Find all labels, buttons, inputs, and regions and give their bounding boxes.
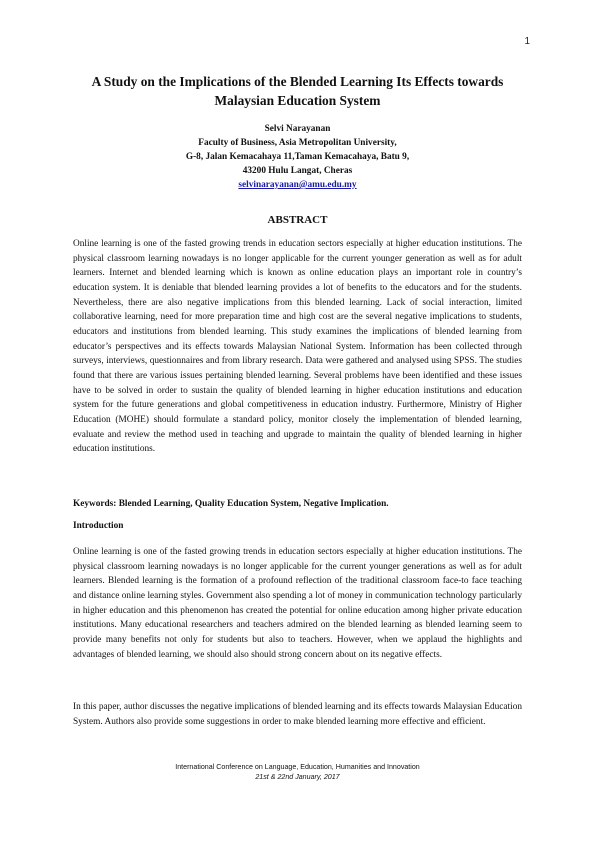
author-address-line-1: G-8, Jalan Kemacahaya 11,Taman Kemacahaya, Batu 9, [185, 152, 410, 162]
introduction-paragraph-2: In this paper, author discusses the negative implications of blended learning and its effects towards Malaysian Education System. Authors also provide some suggestions in order to make blended learning more effective and efficient. [73, 702, 522, 727]
author-email-link[interactable]: selvinarayanan@amu.edu.my [238, 180, 357, 190]
page-number: 1 [524, 36, 530, 47]
abstract-heading: ABSTRACT [267, 214, 328, 226]
author-name: Selvi Narayanan [264, 124, 331, 134]
footer-conference-dates: 21st & 22nd January, 2017 [255, 773, 340, 781]
introduction-paragraph-1: Online learning is one of the fasted growing trends in education sectors especially at higher education institutions. The physical classroom learning nowadays is no longer applicable for the current younger generations as well as for adult learners. Blended learning is the formation of a profound reflection of the traditional classroom face-to face teaching and distance online learning styles. Government also spending a lot of money in communication technology particularly in higher education and this phenomenon has created the potential for online education among higher private education institutions. Many educational researchers and teachers admired on the blended learning as blended learning seem to provide many benefits not only for students but also to teachers. However, when we applaud the highlights and advantages of blended learning, we should also should strong concern about on its negative effects. [73, 547, 522, 660]
author-address-line-2: 43200 Hulu Langat, Cheras [242, 166, 353, 176]
keywords: Keywords: Blended Learning, Quality Education System, Negative Implication. [73, 499, 389, 509]
conference-footer [70, 762, 525, 782]
paper-title: A Study on the Implications of the Blended Learning Its Effects towards Malaysian Education System [91, 74, 504, 108]
author-block [70, 122, 525, 192]
author-affiliation: Faculty of Business, Asia Metropolitan University, [198, 138, 397, 148]
abstract-paragraph: Online learning is one of the fasted growing trends in education sectors especially at higher education institutions. The physical classroom learning nowadays is no longer applicable for the current younger generation as well as for adult learners. Internet and blended learning which is known as online education plays an important role in country’s education system. It is deniable that blended learning provides a lot of benefits to the educators and for the students. Nevertheless, there are also negative implications from this blended learning. Lack of social interaction, limited collaborative learning, need for more preparation time and high cost are the several negative implications to students, educators and institutions from blended learning. This study examines the implications of blended learning from educator’s perspectives and its effects towards Malaysian National System. Information has been collected through surveys, interviews, questionnaires and from library research. Data were gathered and analysed using SPSS. The studies found that there are various issues pertaining blended learning. Several problems have been identified and these issues have to be solved in order to sustain the quality of blended learning in higher education institutions and education system for the future generations and global competitiveness in education industry. Furthermore, Ministry of Higher Education (MOHE) should formulate a standard policy, monitor closely the implementation of blended learning, evaluate and review the method used in teaching and upgrade to maintain the quality of blended learning in higher education institutions. [73, 239, 522, 455]
introduction-heading: Introduction [73, 521, 124, 531]
footer-conference-name: International Conference on Language, Education, Humanities and Innovation [175, 763, 420, 771]
